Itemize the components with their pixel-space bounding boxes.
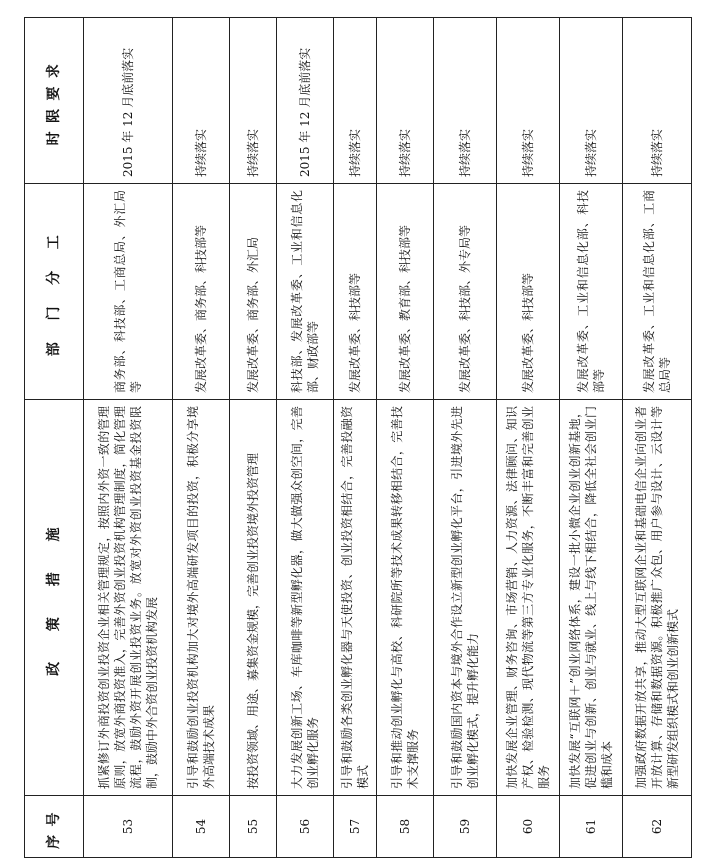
table-row xyxy=(434,18,497,858)
row-number: 54 xyxy=(173,796,230,858)
row-dept: 发展改革委、商务部、科技部等 xyxy=(173,184,230,400)
row-time: 持续落实 xyxy=(497,18,560,184)
table-row xyxy=(334,18,377,858)
row-measure: 大力发展创新工场、车库咖啡等新型孵化器，做大做强众创空间，完善创业孵化服务 xyxy=(277,400,334,796)
policy-measures-table xyxy=(24,17,692,858)
table-row xyxy=(623,18,692,858)
row-measure: 引导和鼓励创业投资机构加大对境外高端研发项目的投资，积极分享境外高端技术成果 xyxy=(173,400,230,796)
header-no: 序号 xyxy=(25,796,84,858)
row-dept: 发展改革委、工业和信息化部、科技部等 xyxy=(560,184,623,400)
table-row xyxy=(560,18,623,858)
row-time: 持续落实 xyxy=(560,18,623,184)
row-dept: 发展改革委、科技部、外专局等 xyxy=(434,184,497,400)
row-number: 59 xyxy=(434,796,497,858)
row-dept: 发展改革委、工业和信息化部、工商总局等 xyxy=(623,184,692,400)
row-time: 持续落实 xyxy=(230,18,277,184)
row-measure: 抓紧修订外商投资创业投资企业相关管理规定，按照内外资一致的管理原则，放宽外商投资准入，完善外资创业投资机构管理制度，简化管理流程，鼓励外资开展创业投资业务。放宽对外资创业投资基金投资限制，鼓励中外合资创业投资机构发展 xyxy=(84,400,173,796)
row-measure: 加快发展企业管理、财务咨询、市场营销、人力资源、法律顾问、知识产权、检验检测、现代物流等第三方专业化服务，不断丰富和完善创业服务 xyxy=(497,400,560,796)
row-number: 62 xyxy=(623,796,692,858)
row-measure: 按投资领域、用途、募集资金规模，完善创业投资境外投资管理 xyxy=(230,400,277,796)
row-number: 57 xyxy=(334,796,377,858)
row-time: 持续落实 xyxy=(623,18,692,184)
header-dept: 部 门 分 工 xyxy=(25,184,84,400)
row-dept: 科技部、发展改革委、工业和信息化部、财政部等 xyxy=(277,184,334,400)
row-dept: 发展改革委、科技部等 xyxy=(497,184,560,400)
row-measure: 加快发展“互联网＋”创业网络体系，建设一批小微企业创业创新基地，促进创业与创新、创业与就业、线上与线下相结合，降低全社会创业门槛和成本 xyxy=(560,400,623,796)
row-measure: 引导和鼓励国内资本与境外合作设立新型创业孵化平台，引进境外先进创业孵化模式，提升孵化能力 xyxy=(434,400,497,796)
row-measure: 引导和推动创业孵化与高校、科研院所等技术成果转移相结合，完善技术支撑服务 xyxy=(377,400,434,796)
row-dept: 发展改革委、商务部、外汇局 xyxy=(230,184,277,400)
row-number: 56 xyxy=(277,796,334,858)
table-row xyxy=(277,18,334,858)
row-time: 持续落实 xyxy=(334,18,377,184)
row-time: 2015 年 12 月底前落实 xyxy=(277,18,334,184)
row-dept: 发展改革委、教育部、科技部等 xyxy=(377,184,434,400)
row-number: 53 xyxy=(84,796,173,858)
row-time: 持续落实 xyxy=(173,18,230,184)
table-row xyxy=(497,18,560,858)
table-row xyxy=(84,18,173,858)
row-dept: 发展改革委、科技部等 xyxy=(334,184,377,400)
row-number: 61 xyxy=(560,796,623,858)
row-measure: 加强政府数据开放共享，推动大型互联网企业和基础电信企业向创业者开放计算、存储和数据资源。积极推广众包、用户参与设计、云设计等新型研发组织模式和创业创新模式 xyxy=(623,400,692,796)
row-time: 持续落实 xyxy=(377,18,434,184)
row-time: 持续落实 xyxy=(434,18,497,184)
table-row xyxy=(173,18,230,858)
table-header-row xyxy=(25,18,84,858)
row-number: 60 xyxy=(497,796,560,858)
table-row xyxy=(230,18,277,858)
table-row xyxy=(377,18,434,858)
row-number: 55 xyxy=(230,796,277,858)
row-measure: 引导和鼓励各类创业孵化器与天使投资、创业投资相结合，完善投融资模式 xyxy=(334,400,377,796)
row-dept: 商务部、科技部、工商总局、外汇局等 xyxy=(84,184,173,400)
row-number: 58 xyxy=(377,796,434,858)
header-time: 时限要求 xyxy=(25,18,84,184)
header-measure: 政 策 措 施 xyxy=(25,400,84,796)
row-time: 2015 年 12 月底前落实 xyxy=(84,18,173,184)
